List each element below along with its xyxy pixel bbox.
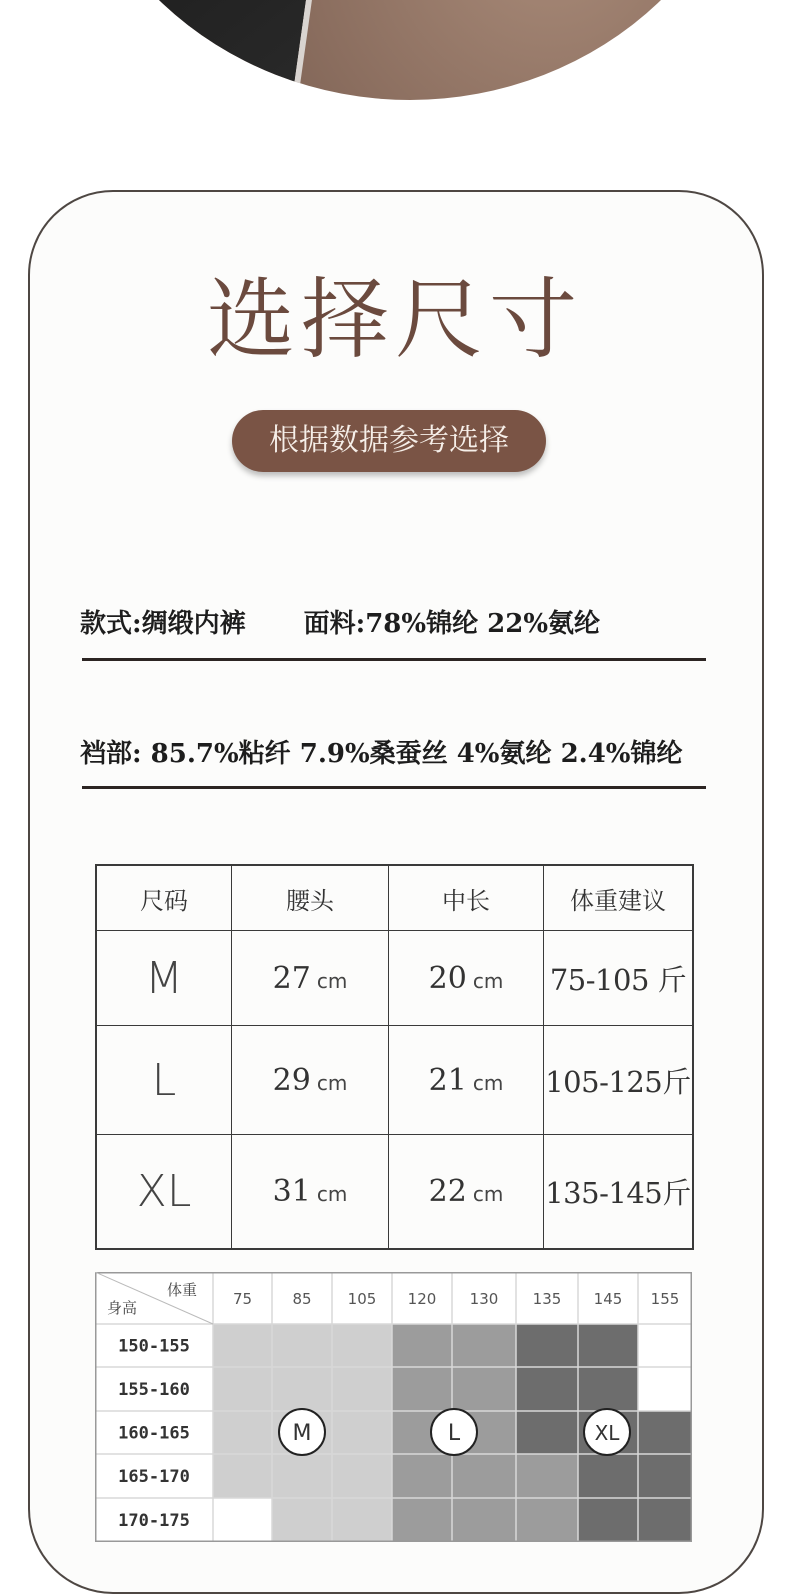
weight-header: 130	[469, 1290, 499, 1308]
grid-cell	[332, 1454, 392, 1498]
waist-value: 27	[272, 960, 311, 996]
grid-cell	[213, 1454, 272, 1498]
style-fabric-line	[80, 603, 600, 640]
corner-height-label: 身高	[107, 1299, 138, 1317]
grid-cell	[332, 1367, 392, 1411]
unit-label: cm	[472, 1182, 504, 1206]
length-cell	[389, 931, 544, 1026]
header-weight: 体重建议	[544, 865, 694, 931]
height-label: 150-155	[118, 1336, 190, 1357]
weight-header: 75	[232, 1290, 253, 1308]
waist-cell	[232, 1026, 389, 1135]
product-photo	[60, 0, 760, 100]
grid-cell	[392, 1454, 452, 1498]
weight-value: 105-125斤	[544, 1026, 694, 1135]
corner-weight-label: 体重	[167, 1281, 198, 1299]
style-text: 款式:绸缎内裤	[80, 609, 246, 639]
height-label: 160-165	[118, 1423, 190, 1444]
unit-label: cm	[316, 1070, 348, 1095]
grid-cell	[516, 1498, 578, 1542]
waist-value: 29	[272, 1062, 311, 1098]
unit-label: cm	[316, 1182, 348, 1206]
grid-cell	[638, 1454, 692, 1498]
grid-cell	[213, 1367, 272, 1411]
fabric-text: 面料:78%锦纶 22%氨纶	[303, 609, 601, 639]
grid-cell	[578, 1324, 638, 1367]
size-label: XL	[96, 1135, 232, 1250]
grid-cell	[392, 1498, 452, 1542]
header-size: 尺码	[96, 865, 232, 931]
grid-cell	[638, 1498, 692, 1542]
height-label: 165-170	[118, 1467, 190, 1487]
grid-cell	[638, 1367, 692, 1411]
waist-cell	[232, 931, 389, 1026]
grid-cell	[578, 1498, 638, 1542]
grid-cell	[332, 1324, 392, 1367]
grid-cell	[452, 1498, 516, 1542]
grid-cell	[213, 1498, 272, 1542]
height-label: 155-160	[118, 1380, 190, 1400]
length-value: 21	[428, 1062, 467, 1098]
subtitle-text: 根据数据参考选择	[269, 423, 509, 458]
grid-cell	[578, 1367, 638, 1411]
grid-cell	[213, 1411, 272, 1454]
grid-cell	[452, 1367, 516, 1411]
header-length: 中长	[389, 865, 544, 931]
length-value: 20	[428, 960, 467, 996]
weight-header: 105	[347, 1290, 377, 1308]
grid-cell	[452, 1324, 516, 1367]
crotch-text: 裆部: 85.7%粘纤 7.9%桑蚕丝 4%氨纶 2.4%锦纶	[80, 739, 683, 769]
grid-cell	[272, 1454, 332, 1498]
grid-cell	[516, 1324, 578, 1367]
grid-cell	[516, 1454, 578, 1498]
height-weight-grid	[95, 1272, 692, 1542]
waist-cell	[232, 1135, 389, 1250]
grid-cell	[272, 1324, 332, 1367]
length-cell	[389, 1026, 544, 1135]
height-weight-chart	[95, 1272, 692, 1542]
grid-cell	[272, 1367, 332, 1411]
grid-cell	[516, 1367, 578, 1411]
size-label: M	[96, 931, 232, 1026]
subtitle-badge	[232, 410, 546, 472]
weight-header: 85	[292, 1290, 312, 1308]
grid-cell	[392, 1324, 452, 1367]
grid-cell	[452, 1454, 516, 1498]
weight-value: 135-145斤	[544, 1135, 694, 1250]
unit-label: cm	[316, 968, 348, 993]
waist-value: 31	[272, 1174, 311, 1209]
table-row	[96, 931, 693, 1026]
unit-label: cm	[472, 1070, 504, 1095]
weight-header: 155	[650, 1290, 680, 1308]
grid-cell	[392, 1367, 452, 1411]
crotch-line	[80, 733, 683, 770]
size-badge-label: L	[447, 1421, 461, 1446]
grid-cell	[638, 1411, 692, 1454]
weight-header: 145	[593, 1290, 623, 1308]
length-cell	[389, 1135, 544, 1250]
header-waist: 腰头	[232, 865, 389, 931]
length-value: 22	[428, 1174, 467, 1209]
grid-cell	[638, 1324, 692, 1367]
size-badge-label: M	[292, 1421, 312, 1446]
grid-cell	[578, 1454, 638, 1498]
grid-cell	[516, 1411, 578, 1454]
size-table	[95, 864, 694, 1250]
grid-cell	[332, 1498, 392, 1542]
weight-header: 135	[532, 1290, 562, 1308]
height-label: 170-175	[118, 1511, 190, 1531]
unit-label: cm	[472, 968, 504, 993]
divider	[82, 658, 706, 661]
page-title: 选择尺寸	[206, 268, 583, 371]
grid-cell	[213, 1324, 272, 1367]
weight-value: 75-105 斤	[544, 931, 694, 1026]
table-row	[96, 1135, 693, 1250]
size-label: L	[96, 1026, 232, 1135]
divider	[82, 786, 706, 789]
product-tag	[85, 0, 315, 100]
table-header-row	[96, 865, 693, 931]
size-badge-label: XL	[594, 1421, 620, 1445]
grid-cell	[272, 1498, 332, 1542]
table-row	[96, 1026, 693, 1135]
grid-cell	[332, 1411, 392, 1454]
weight-header: 120	[407, 1290, 437, 1308]
